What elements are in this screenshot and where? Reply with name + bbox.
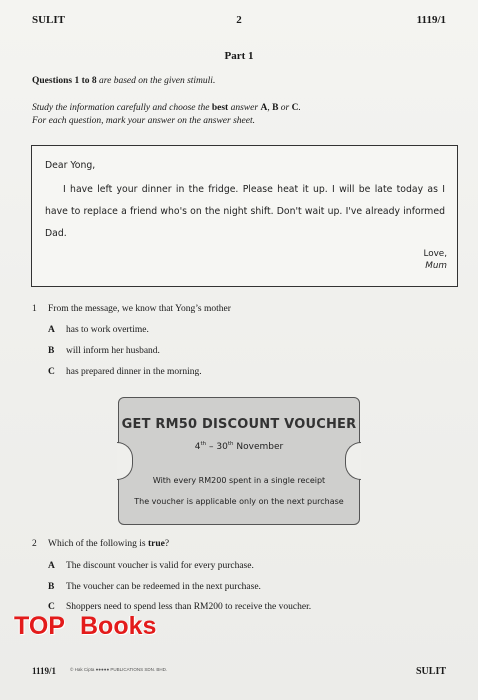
note-body: I have left your dinner in the fridge. Please heat it up. I will be late today as I have to replace a friend who's on the night shift. Don't wait up. I've already informed Dad. <box>45 184 445 239</box>
voucher-date <box>119 441 359 452</box>
note-greeting: Dear Yong, <box>45 160 96 171</box>
note-signature: Mum <box>425 261 447 271</box>
page-number: 2 <box>236 14 242 26</box>
date-sup: th <box>227 441 234 447</box>
instr-text: answer <box>228 103 261 113</box>
note-signoff <box>423 248 447 272</box>
option-letter: B <box>48 346 55 356</box>
option-text: has prepared dinner in the morning. <box>66 367 202 377</box>
option-letter: A <box>48 561 55 571</box>
option-letter: A <box>48 325 55 335</box>
instr-best: best <box>211 103 229 113</box>
instruction-bold: Questions 1 to 8 <box>32 76 97 86</box>
option-text: Shoppers need to spend less than RM200 to receive the voucher. <box>66 602 312 612</box>
option-text: will inform her husband. <box>66 346 160 356</box>
option-letter: C <box>48 602 55 612</box>
note-closing: Love, <box>423 249 447 259</box>
footer-copyright: © Hak Cipta ●●●●● PUBLICATIONS SDN. BHD. <box>70 667 168 672</box>
instruction-line-2 <box>32 102 301 115</box>
option-text: The discount voucher is valid for every purchase. <box>66 561 254 571</box>
date-month: November <box>233 442 284 452</box>
question-number: 2 <box>32 539 37 549</box>
question-number: 1 <box>32 304 37 314</box>
message-note <box>31 145 458 287</box>
instr-B: B <box>272 103 279 113</box>
topbooks-logo <box>10 612 170 672</box>
voucher-title: GET RM50 DISCOUNT VOUCHER <box>121 417 357 432</box>
logo-books: Books <box>80 612 157 640</box>
date-start: 4 <box>194 442 201 452</box>
option-text: The voucher can be redeemed in the next purchase. <box>66 582 261 592</box>
page-header <box>32 14 446 30</box>
paper-code: 1119/1 <box>416 14 446 26</box>
part-title: Part 1 <box>224 50 254 62</box>
question-text <box>48 539 169 549</box>
question-text: From the message, we know that Yong’s mother <box>48 304 231 314</box>
instruction-block <box>32 102 301 128</box>
instruction-rest: are based on the given stimuli. <box>96 76 216 86</box>
instr-text: Study the information carefully and choose the <box>32 103 212 113</box>
option-letter: C <box>48 367 55 377</box>
instr-text: , <box>267 103 273 113</box>
q2-text: ? <box>164 539 170 549</box>
instr-A: A <box>260 103 268 113</box>
discount-voucher <box>118 397 360 525</box>
date-sup: th <box>200 441 207 447</box>
header-left: SULIT <box>32 14 66 26</box>
date-end: – 30 <box>206 442 228 452</box>
q2-text: Which of the following is <box>48 539 148 549</box>
logo-top: TOP <box>14 612 65 640</box>
voucher-condition-2: The voucher is applicable only on the next purchase <box>134 497 344 506</box>
instr-text: . <box>298 103 301 113</box>
option-text: has to work overtime. <box>66 325 149 335</box>
instr-C: C <box>291 103 299 113</box>
voucher-condition-1: With every RM200 spent in a single receipt <box>152 476 326 485</box>
footer-code: 1119/1 <box>32 666 57 676</box>
instr-text: or <box>278 103 292 113</box>
instruction-line-3: For each question, mark your answer on the answer sheet. <box>32 116 255 126</box>
footer-sulit: SULIT <box>415 666 446 677</box>
instruction-line-1 <box>32 76 215 86</box>
option-letter: B <box>48 582 55 592</box>
q2-bold: true <box>148 539 165 549</box>
